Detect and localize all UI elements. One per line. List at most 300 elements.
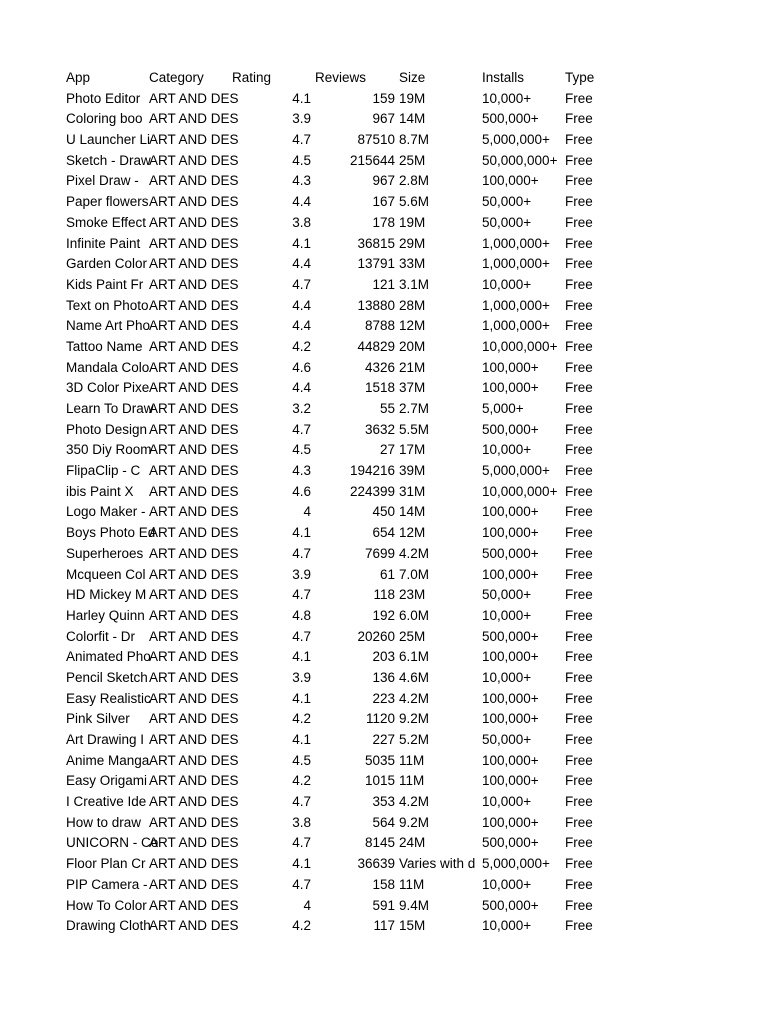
cell-installs: 50,000+ (482, 194, 532, 210)
cell-installs: 100,000+ (482, 711, 539, 727)
cell-size: 11M (399, 876, 425, 892)
cell-reviews: 20260 (357, 628, 395, 644)
cell-app: Easy Realistic (66, 690, 151, 706)
cell-type: Free (565, 525, 593, 541)
table-row (62, 358, 622, 379)
cell-size: 23M (399, 587, 426, 603)
cell-app: Colorfit - Dr (66, 628, 136, 644)
cell-installs: 100,000+ (482, 752, 539, 768)
table-row (62, 668, 622, 689)
cell-size: 21M (399, 359, 426, 375)
cell-type: Free (565, 794, 593, 810)
cell-reviews: 1015 (364, 773, 395, 789)
cell-size: 14M (399, 504, 426, 520)
table-row (62, 461, 622, 482)
cell-rating: 4 (303, 504, 311, 520)
cell-type: Free (565, 732, 593, 747)
cell-rating: 4.2 (292, 711, 311, 727)
cell-category: ART AND DES (149, 401, 239, 416)
cell-rating: 4.7 (292, 132, 311, 148)
cell-reviews: 13791 (357, 256, 395, 272)
cell-size: 25M (399, 152, 426, 168)
cell-size: 19M (399, 90, 426, 106)
cell-app: Easy Origami (66, 773, 148, 789)
cell-reviews: 591 (372, 897, 395, 913)
cell-category: ART AND DES (149, 359, 239, 375)
cell-installs: 100,000+ (482, 380, 539, 396)
cell-size: 25M (399, 628, 426, 644)
cell-size: 24M (399, 835, 426, 851)
cell-installs: 10,000+ (482, 442, 532, 458)
cell-rating: 4.1 (292, 690, 311, 706)
cell-reviews: 27 (379, 442, 395, 458)
cell-category: ART AND DES (149, 194, 239, 210)
cell-type: Free (565, 566, 593, 582)
cell-type: Free (565, 628, 593, 644)
cell-app: Logo Maker - (66, 504, 146, 520)
cell-rating: 4.7 (292, 794, 311, 810)
cell-app: Animated Pho (66, 649, 151, 665)
cell-installs: 500,000+ (482, 111, 539, 127)
cell-installs: 5,000,000+ (482, 132, 550, 148)
cell-reviews: 224399 (349, 483, 395, 499)
cell-rating: 4.7 (292, 628, 311, 644)
table-row (62, 689, 622, 710)
header-installs: Installs (482, 70, 525, 85)
cell-type: Free (565, 835, 593, 851)
cell-installs: 100,000+ (482, 649, 539, 665)
header-app: App (66, 70, 91, 85)
cell-type: Free (565, 897, 593, 913)
cell-size: 4.2M (399, 690, 430, 706)
cell-app: Garden Color (66, 256, 148, 272)
cell-reviews: 117 (373, 918, 395, 934)
cell-reviews: 61 (379, 566, 395, 582)
cell-category: ART AND DES (149, 214, 239, 230)
cell-rating: 4.1 (292, 235, 311, 251)
cell-type: Free (565, 504, 593, 520)
table-row (62, 647, 622, 668)
table-row (62, 109, 622, 130)
cell-reviews: 36815 (357, 235, 395, 251)
cell-size: 6.1M (399, 649, 430, 665)
cell-installs: 10,000+ (482, 90, 532, 106)
cell-rating: 4.5 (292, 152, 311, 168)
cell-type: Free (565, 463, 593, 479)
cell-reviews: 967 (372, 173, 395, 189)
cell-size: 5.2M (399, 732, 430, 747)
cell-rating: 4.7 (292, 587, 311, 603)
cell-rating: 4.2 (292, 773, 311, 789)
cell-size: 7.0M (399, 566, 430, 582)
cell-rating: 3.8 (292, 214, 311, 230)
cell-type: Free (565, 669, 593, 685)
cell-installs: 50,000,000+ (482, 152, 558, 168)
cell-category: ART AND DES (149, 483, 239, 499)
cell-type: Free (565, 152, 593, 168)
cell-type: Free (565, 256, 593, 272)
cell-reviews: 136 (372, 669, 395, 685)
cell-rating: 4.1 (292, 732, 311, 747)
cell-rating: 3.9 (292, 111, 311, 127)
cell-category: ART AND DES (149, 587, 239, 603)
cell-installs: 10,000+ (482, 669, 532, 685)
cell-app: Art Drawing I (66, 732, 145, 747)
cell-rating: 4.5 (292, 442, 311, 458)
cell-installs: 1,000,000+ (482, 235, 550, 251)
cell-rating: 4.7 (292, 876, 311, 892)
cell-size: 17M (399, 442, 426, 458)
cell-size: 19M (399, 214, 426, 230)
cell-category: ART AND DES (149, 525, 239, 541)
table-row (62, 813, 622, 834)
cell-reviews: 450 (372, 504, 395, 520)
cell-rating: 4.6 (292, 359, 311, 375)
cell-rating: 4.7 (292, 421, 311, 437)
cell-reviews: 8145 (364, 835, 395, 851)
cell-installs: 10,000,000+ (482, 483, 558, 499)
cell-rating: 4.5 (292, 752, 311, 768)
cell-app: Pink Silver (66, 711, 130, 727)
table-row (62, 854, 622, 875)
cell-installs: 10,000+ (482, 276, 532, 292)
cell-app: Drawing Cloth (66, 918, 151, 934)
cell-reviews: 8788 (364, 318, 395, 334)
cell-app: Text on Photo (66, 297, 149, 313)
cell-rating: 4.1 (292, 856, 311, 872)
cell-rating: 4.3 (292, 173, 311, 189)
cell-size: 39M (399, 463, 426, 479)
cell-reviews: 167 (372, 194, 395, 210)
table-row (62, 771, 622, 792)
table-row (62, 627, 622, 648)
cell-size: 2.7M (399, 401, 430, 416)
cell-size: 9.2M (399, 711, 430, 727)
cell-rating: 3.9 (292, 669, 311, 685)
cell-app: Tattoo Name (66, 338, 143, 354)
cell-size: 9.2M (399, 814, 430, 830)
cell-type: Free (565, 380, 593, 396)
cell-rating: 4 (303, 897, 311, 913)
cell-type: Free (565, 338, 593, 354)
cell-type: Free (565, 276, 593, 292)
table-row (62, 606, 622, 627)
cell-size: 11M (399, 752, 425, 768)
cell-reviews: 564 (372, 814, 395, 830)
cell-category: ART AND DES (149, 90, 239, 106)
spreadsheet-table (62, 68, 622, 937)
cell-app: Kids Paint Fr (66, 276, 144, 292)
cell-installs: 1,000,000+ (482, 318, 550, 334)
cell-type: Free (565, 359, 593, 375)
cell-reviews: 194216 (349, 463, 395, 479)
table-row (62, 523, 622, 544)
cell-reviews: 215644 (349, 152, 395, 168)
cell-reviews: 5035 (364, 752, 395, 768)
cell-category: ART AND DES (149, 607, 239, 623)
cell-app: 350 Diy Room (66, 442, 152, 458)
cell-app: PIP Camera - (66, 876, 148, 892)
table-row (62, 730, 622, 751)
cell-reviews: 4326 (364, 359, 395, 375)
cell-app: U Launcher Li (66, 132, 151, 148)
cell-category: ART AND DES (149, 566, 239, 582)
cell-category: ART AND DES (149, 338, 239, 354)
cell-category: ART AND DES (149, 814, 239, 830)
cell-installs: 10,000+ (482, 607, 532, 623)
cell-reviews: 1120 (365, 711, 395, 727)
cell-reviews: 967 (372, 111, 395, 127)
cell-app: Superheroes (66, 545, 144, 561)
cell-installs: 500,000+ (482, 897, 539, 913)
cell-category: ART AND DES (149, 442, 239, 458)
cell-size: 33M (399, 256, 426, 272)
table-row (62, 378, 622, 399)
cell-size: 14M (399, 111, 426, 127)
cell-app: ibis Paint X (66, 483, 134, 499)
cell-type: Free (565, 773, 593, 789)
cell-category: ART AND DES (149, 628, 239, 644)
table-row (62, 89, 622, 110)
cell-reviews: 1518 (364, 380, 395, 396)
cell-type: Free (565, 876, 593, 892)
cell-reviews: 7699 (364, 545, 395, 561)
cell-category: ART AND DES (149, 690, 239, 706)
cell-category: ART AND DES (149, 380, 239, 396)
cell-category: ART AND DES (149, 318, 239, 334)
cell-installs: 50,000+ (482, 732, 532, 747)
cell-reviews: 223 (372, 690, 395, 706)
cell-rating: 4.7 (292, 276, 311, 292)
cell-category: ART AND DES (149, 856, 239, 872)
cell-type: Free (565, 649, 593, 665)
cell-installs: 100,000+ (482, 504, 539, 520)
table-row (62, 192, 622, 213)
cell-app: Boys Photo Ed (66, 525, 156, 541)
cell-app: Mandala Colo (66, 359, 150, 375)
cell-size: 20M (399, 338, 426, 354)
cell-reviews: 55 (379, 401, 395, 416)
cell-app: Name Art Pho (66, 318, 151, 334)
cell-reviews: 44829 (357, 338, 395, 354)
table-row (62, 585, 622, 606)
cell-reviews: 118 (373, 587, 395, 603)
cell-type: Free (565, 214, 593, 230)
cell-reviews: 36639 (357, 856, 395, 872)
cell-size: 2.8M (399, 173, 430, 189)
cell-size: 8.7M (399, 132, 430, 148)
cell-reviews: 87510 (357, 132, 395, 148)
cell-size: 31M (399, 483, 426, 499)
table-row (62, 440, 622, 461)
table-row (62, 337, 622, 358)
cell-type: Free (565, 401, 593, 416)
cell-rating: 4.4 (292, 256, 311, 272)
cell-app: FlipaClip - C (66, 463, 141, 479)
cell-size: 9.4M (399, 897, 430, 913)
cell-rating: 4.2 (292, 918, 311, 934)
cell-app: Photo Design (66, 421, 148, 437)
cell-type: Free (565, 607, 593, 623)
cell-category: ART AND DES (149, 835, 239, 851)
cell-category: ART AND DES (149, 463, 239, 479)
cell-category: ART AND DES (149, 918, 239, 934)
cell-app: Infinite Paint (66, 235, 141, 251)
cell-type: Free (565, 752, 593, 768)
cell-installs: 100,000+ (482, 566, 539, 582)
cell-app: HD Mickey M (66, 587, 147, 603)
cell-size: 6.0M (399, 607, 430, 623)
cell-installs: 50,000+ (482, 214, 532, 230)
cell-category: ART AND DES (149, 876, 239, 892)
header-reviews: Reviews (315, 70, 367, 85)
cell-category: ART AND DES (149, 276, 239, 292)
table-row (62, 151, 622, 172)
cell-app: Pixel Draw - (66, 173, 139, 189)
cell-type: Free (565, 132, 593, 148)
cell-installs: 5,000,000+ (482, 463, 550, 479)
table-row (62, 420, 622, 441)
header-size: Size (399, 70, 426, 85)
cell-rating: 4.6 (292, 483, 311, 499)
table-body (62, 89, 622, 937)
cell-size: 5.5M (399, 421, 430, 437)
cell-category: ART AND DES (149, 132, 239, 148)
header-category: Category (149, 70, 204, 85)
cell-type: Free (565, 173, 593, 189)
cell-app: Floor Plan Cr (66, 856, 146, 872)
cell-type: Free (565, 111, 593, 127)
cell-installs: 500,000+ (482, 421, 539, 437)
cell-reviews: 3632 (364, 421, 395, 437)
cell-reviews: 353 (372, 794, 395, 810)
table-row (62, 544, 622, 565)
cell-installs: 5,000,000+ (482, 856, 550, 872)
cell-size: 4.2M (399, 794, 430, 810)
cell-rating: 3.9 (292, 566, 311, 582)
cell-rating: 3.2 (292, 401, 311, 416)
cell-type: Free (565, 545, 593, 561)
cell-app: Paper flowers (66, 194, 149, 210)
cell-installs: 100,000+ (482, 173, 539, 189)
cell-reviews: 121 (372, 276, 395, 292)
cell-category: ART AND DES (149, 897, 239, 913)
cell-reviews: 203 (372, 649, 395, 665)
table-row (62, 875, 622, 896)
cell-size: 28M (399, 297, 426, 313)
header-type: Type (565, 70, 595, 85)
cell-size: 12M (399, 525, 426, 541)
cell-rating: 4.4 (292, 318, 311, 334)
cell-type: Free (565, 918, 593, 934)
cell-installs: 500,000+ (482, 545, 539, 561)
cell-installs: 1,000,000+ (482, 256, 550, 272)
cell-rating: 4.4 (292, 194, 311, 210)
table-row (62, 916, 622, 937)
cell-app: Pencil Sketch (66, 669, 148, 685)
cell-installs: 100,000+ (482, 359, 539, 375)
cell-size: 5.6M (399, 194, 430, 210)
table-row (62, 896, 622, 917)
table-row (62, 482, 622, 503)
cell-type: Free (565, 90, 593, 106)
cell-app: Harley Quinn (66, 607, 145, 623)
table-row (62, 751, 622, 772)
table-row (62, 213, 622, 234)
cell-type: Free (565, 483, 593, 499)
cell-category: ART AND DES (149, 173, 239, 189)
cell-type: Free (565, 194, 593, 210)
table-row (62, 296, 622, 317)
cell-reviews: 158 (372, 876, 395, 892)
cell-app: Learn To Draw (66, 401, 154, 416)
cell-reviews: 13880 (357, 297, 395, 313)
table-row (62, 709, 622, 730)
cell-type: Free (565, 235, 593, 251)
cell-installs: 5,000+ (482, 401, 524, 416)
cell-size: 4.6M (399, 669, 430, 685)
cell-app: I Creative Ide (66, 794, 147, 810)
cell-installs: 10,000+ (482, 794, 532, 810)
cell-installs: 10,000,000+ (482, 338, 558, 354)
cell-installs: 100,000+ (482, 773, 539, 789)
cell-rating: 4.1 (292, 90, 311, 106)
cell-type: Free (565, 442, 593, 458)
cell-app: Anime Manga (66, 752, 150, 768)
cell-category: ART AND DES (149, 152, 239, 168)
cell-type: Free (565, 690, 593, 706)
cell-reviews: 178 (372, 214, 395, 230)
table-row (62, 399, 622, 420)
cell-reviews: 159 (372, 90, 395, 106)
cell-type: Free (565, 711, 593, 727)
table-row (62, 275, 622, 296)
cell-app: Coloring boo (66, 111, 143, 127)
cell-type: Free (565, 318, 593, 334)
table-row (62, 234, 622, 255)
table-row (62, 792, 622, 813)
cell-app: Sketch - Draw (66, 152, 151, 168)
cell-size: 15M (399, 918, 426, 934)
cell-size: 4.2M (399, 545, 430, 561)
cell-rating: 4.1 (292, 525, 311, 541)
cell-size: 29M (399, 235, 426, 251)
cell-category: ART AND DES (149, 297, 239, 313)
cell-category: ART AND DES (149, 111, 239, 127)
table-row (62, 316, 622, 337)
cell-reviews: 227 (372, 732, 395, 747)
cell-app: Smoke Effect (66, 214, 147, 230)
cell-category: ART AND DES (149, 711, 239, 727)
cell-type: Free (565, 297, 593, 313)
header-row (62, 68, 622, 89)
table-row (62, 502, 622, 523)
cell-type: Free (565, 421, 593, 437)
cell-rating: 4.7 (292, 835, 311, 851)
cell-installs: 500,000+ (482, 835, 539, 851)
cell-category: ART AND DES (149, 421, 239, 437)
cell-app: UNICORN - Co (66, 835, 159, 851)
cell-installs: 50,000+ (482, 587, 532, 603)
cell-installs: 10,000+ (482, 876, 532, 892)
cell-type: Free (565, 587, 593, 603)
cell-installs: 100,000+ (482, 814, 539, 830)
cell-rating: 4.4 (292, 297, 311, 313)
table-row (62, 130, 622, 151)
cell-app: 3D Color Pixe (66, 380, 150, 396)
header-rating: Rating (232, 70, 272, 85)
cell-installs: 100,000+ (482, 690, 539, 706)
